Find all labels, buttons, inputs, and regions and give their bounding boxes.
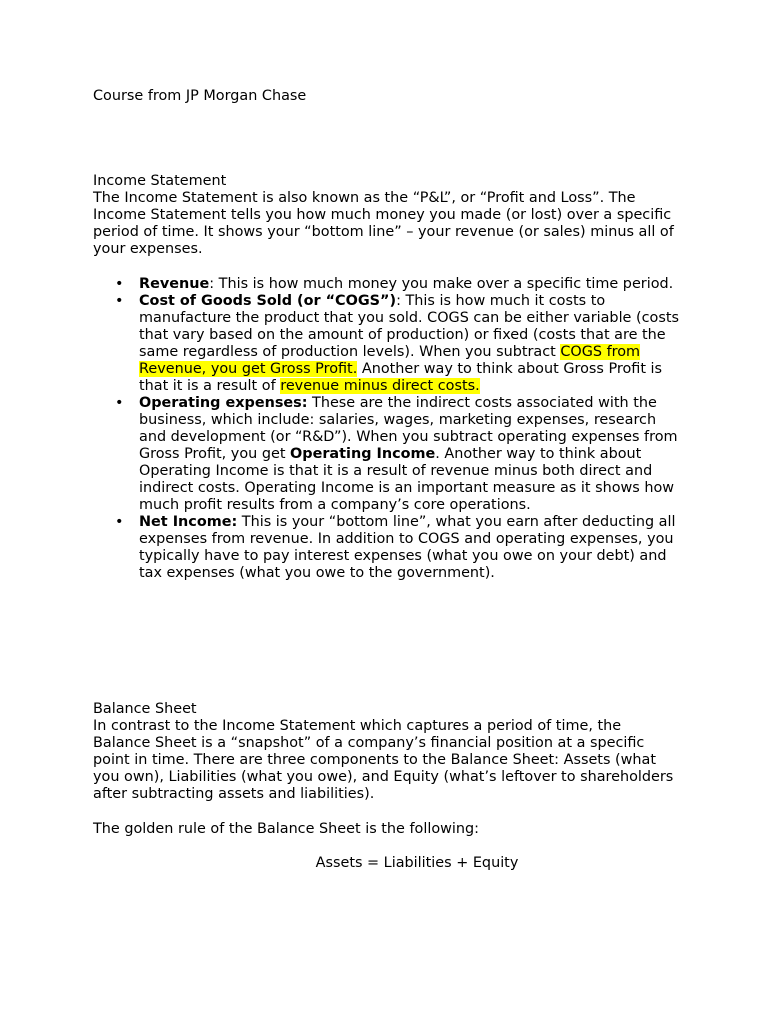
course-title: Course from JP Morgan Chase — [93, 88, 307, 104]
cogs-highlight-gross-profit: COGS from Revenue, you get Gross Profit. — [139, 344, 641, 377]
balance-sheet-equation: Assets = Liabilities + Equity — [315, 855, 519, 871]
opex-term: Operating expenses: — [139, 395, 308, 411]
balance-sheet-intro — [93, 718, 683, 803]
bullet-cogs — [93, 293, 683, 395]
cogs-highlight-direct-costs: revenue minus direct costs. — [280, 378, 480, 394]
cogs-term: Cost of Goods Sold (or “COGS”) — [139, 293, 397, 309]
balance-sheet-intro-text: In contrast to the Income Statement which captures a period of time, the Balance Sheet is a “snapshot” of a company’s financial position at a specific point in time. There are three components to the Balance Sheet: Assets (what you own), Liabilities (what you owe), and Equity (what’s leftover to shareholders after subtracting assets and liabilities). — [93, 718, 674, 802]
bullet-revenue — [93, 276, 683, 293]
net-income-term: Net Income: — [139, 514, 238, 530]
income-statement-heading: Income Statement — [93, 173, 227, 189]
cogs-text-2: Another way to think about Gross Profit is that it is a result of — [139, 361, 663, 394]
bullet-dot-icon: • — [115, 395, 124, 411]
opex-text-2: . Another way to think about Operating Income is that it is a result of revenue minus both direct and indirect costs. Operating Income is an important measure as it shows how much profit results from a company’s core operations. — [139, 446, 675, 513]
operating-income-term: Operating Income — [290, 446, 436, 462]
revenue-term: Revenue — [139, 276, 210, 292]
cogs-text-1: : This is how much it costs to manufacture the product that you sold. COGS can be either variable (costs that vary based on the amount of production) or fixed (costs that are the same regardless of production levels). When you subtract — [139, 293, 679, 360]
bullet-net-income — [93, 514, 683, 582]
bullet-operating-expenses — [93, 395, 683, 514]
balance-sheet-heading: Balance Sheet — [93, 701, 197, 717]
income-statement-bullet-list — [93, 276, 683, 582]
bullet-dot-icon: • — [115, 514, 124, 530]
revenue-text: : This is how much money you make over a specific time period. — [209, 276, 674, 292]
bullet-dot-icon: • — [115, 276, 124, 292]
net-income-text: This is your “bottom line”, what you earn after deducting all expenses from revenue. In addition to COGS and operating expenses, you typically have to pay interest expenses (what you owe on your debt) and tax expenses (what you owe to the government). — [139, 514, 676, 581]
income-statement-intro-text: The Income Statement is also known as the “P&L”, or “Profit and Loss”. The Income Statement tells you how much money you made (or lost) over a specific period of time. It shows your “bottom line” – your revenue (or sales) minus all of your expenses. — [93, 190, 674, 257]
opex-text-1: These are the indirect costs associated with the business, which include: salaries, wages, marketing expenses, research and development (or “R&D”). When you subtract operating expenses from Gross Profit, you get — [139, 395, 678, 462]
golden-rule-intro: The golden rule of the Balance Sheet is the following: — [93, 821, 480, 837]
bullet-dot-icon: • — [115, 293, 124, 309]
income-statement-intro — [93, 190, 683, 258]
